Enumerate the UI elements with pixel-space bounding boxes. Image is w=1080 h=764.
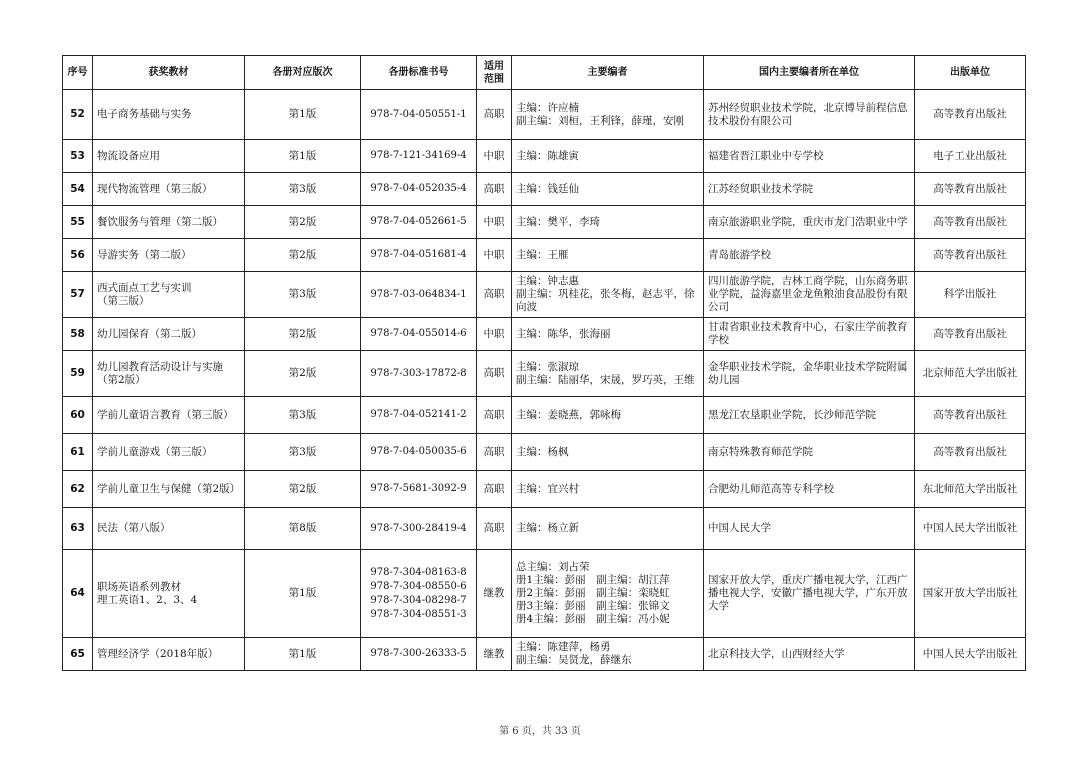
cell-org: 苏州经贸职业技术学院，北京博导前程信息技术股份有限公司 — [704, 90, 915, 140]
cell-publisher: 中国人民大学出版社 — [915, 638, 1026, 671]
cell-org: 南京特殊教育师范学院 — [704, 434, 915, 471]
cell-title: 管理经济学（2018年版） — [93, 638, 245, 671]
cell-scope: 高职 — [477, 434, 512, 471]
cell-publisher: 国家开放大学出版社 — [915, 550, 1026, 638]
cell-scope: 中职 — [477, 140, 512, 173]
cell-no: 54 — [63, 173, 93, 206]
header-scope: 适用 范围 — [477, 56, 512, 90]
cell-editors: 主编：陈华，张海丽 — [512, 318, 704, 351]
table-row — [63, 397, 1026, 434]
cell-org: 北京科技大学，山西财经大学 — [704, 638, 915, 671]
cell-editors: 主编：钟志惠 副主编：巩桂花，张冬梅，赵志平，徐向波 — [512, 272, 704, 318]
cell-edition: 第1版 — [245, 550, 361, 638]
cell-no: 61 — [63, 434, 93, 471]
cell-no: 65 — [63, 638, 93, 671]
cell-edition: 第3版 — [245, 173, 361, 206]
cell-edition: 第3版 — [245, 272, 361, 318]
header-edition: 各册对应版次 — [245, 56, 361, 90]
cell-org: 福建省晋江职业中专学校 — [704, 140, 915, 173]
cell-editors: 总主编：刘占荣 册1主编：彭丽 副主编：胡江萍 册2主编：彭丽 副主编：栾晓虹 册3主编：彭丽 副主编：张锦文 册4主编：彭丽 副主编：冯小妮 — [512, 550, 704, 638]
cell-no: 56 — [63, 239, 93, 272]
cell-publisher: 高等教育出版社 — [915, 318, 1026, 351]
cell-isbn: 978-7-300-28419-4 — [361, 508, 477, 550]
table-row — [63, 239, 1026, 272]
cell-edition: 第1版 — [245, 140, 361, 173]
cell-isbn: 978-7-04-051681-4 — [361, 239, 477, 272]
cell-editors: 主编：陈雄寅 — [512, 140, 704, 173]
cell-title: 学前儿童语言教育（第三版） — [93, 397, 245, 434]
cell-no: 55 — [63, 206, 93, 239]
cell-no: 62 — [63, 471, 93, 508]
cell-edition: 第2版 — [245, 206, 361, 239]
cell-scope: 高职 — [477, 471, 512, 508]
cell-publisher: 高等教育出版社 — [915, 90, 1026, 140]
cell-title: 现代物流管理（第三版） — [93, 173, 245, 206]
cell-title: 幼儿园保育（第二版） — [93, 318, 245, 351]
cell-no: 64 — [63, 550, 93, 638]
cell-publisher: 高等教育出版社 — [915, 397, 1026, 434]
table-row — [63, 434, 1026, 471]
cell-isbn: 978-7-5681-3092-9 — [361, 471, 477, 508]
cell-title: 餐饮服务与管理（第二版） — [93, 206, 245, 239]
table-row — [63, 90, 1026, 140]
cell-isbn: 978-7-03-064834-1 — [361, 272, 477, 318]
cell-publisher: 高等教育出版社 — [915, 173, 1026, 206]
table-row — [63, 173, 1026, 206]
cell-editors: 主编：王雁 — [512, 239, 704, 272]
cell-isbn: 978-7-04-052661-5 — [361, 206, 477, 239]
cell-org: 四川旅游学院，吉林工商学院，山东商务职业学院，益海嘉里金龙鱼粮油食品股份有限公司 — [704, 272, 915, 318]
table-row — [63, 351, 1026, 397]
cell-scope: 中职 — [477, 239, 512, 272]
header-isbn: 各册标准书号 — [361, 56, 477, 90]
cell-title: 物流设备应用 — [93, 140, 245, 173]
table-row — [63, 318, 1026, 351]
table-row — [63, 272, 1026, 318]
table-row — [63, 508, 1026, 550]
cell-scope: 高职 — [477, 351, 512, 397]
cell-publisher: 高等教育出版社 — [915, 434, 1026, 471]
cell-no: 53 — [63, 140, 93, 173]
cell-publisher: 电子工业出版社 — [915, 140, 1026, 173]
table-header-row — [63, 56, 1026, 90]
header-editors: 主要编者 — [512, 56, 704, 90]
cell-title: 职场英语系列教材 理工英语1、2、3、4 — [93, 550, 245, 638]
cell-publisher: 中国人民大学出版社 — [915, 508, 1026, 550]
cell-scope: 高职 — [477, 272, 512, 318]
cell-isbn: 978-7-304-08163-8 978-7-304-08550-6 978-7-304-08298-7 978-7-304-08551-3 — [361, 550, 477, 638]
cell-scope: 中职 — [477, 318, 512, 351]
cell-editors: 主编：杨立新 — [512, 508, 704, 550]
cell-editors: 主编：许应楠 副主编：刘桓，王利锋，薛瑾，安刚 — [512, 90, 704, 140]
table-row — [63, 550, 1026, 638]
cell-edition: 第2版 — [245, 239, 361, 272]
cell-no: 59 — [63, 351, 93, 397]
page-footer: 第 6 页，共 33 页 — [499, 726, 581, 737]
cell-isbn: 978-7-04-050035-6 — [361, 434, 477, 471]
cell-isbn: 978-7-121-34169-4 — [361, 140, 477, 173]
cell-org: 青岛旅游学校 — [704, 239, 915, 272]
cell-no: 57 — [63, 272, 93, 318]
cell-title: 学前儿童游戏（第三版） — [93, 434, 245, 471]
cell-org: 南京旅游职业学院，重庆市龙门浩职业中学 — [704, 206, 915, 239]
cell-no: 52 — [63, 90, 93, 140]
cell-title: 民法（第八版） — [93, 508, 245, 550]
cell-scope: 中职 — [477, 206, 512, 239]
award-textbook-table — [62, 55, 1026, 671]
cell-isbn: 978-7-04-052141-2 — [361, 397, 477, 434]
cell-title: 学前儿童卫生与保健（第2版） — [93, 471, 245, 508]
cell-isbn: 978-7-04-055014-6 — [361, 318, 477, 351]
cell-scope: 继教 — [477, 638, 512, 671]
cell-publisher: 科学出版社 — [915, 272, 1026, 318]
cell-editors: 主编：张淑琼 副主编：陆丽华，宋晟，罗巧英，王维 — [512, 351, 704, 397]
cell-editors: 主编：陈建萍，杨勇 副主编：吴贤龙，薛继东 — [512, 638, 704, 671]
table-row — [63, 471, 1026, 508]
header-no: 序号 — [63, 56, 93, 90]
cell-isbn: 978-7-04-050551-1 — [361, 90, 477, 140]
cell-scope: 高职 — [477, 397, 512, 434]
cell-isbn: 978-7-300-26333-5 — [361, 638, 477, 671]
cell-title: 导游实务（第二版） — [93, 239, 245, 272]
cell-edition: 第1版 — [245, 638, 361, 671]
cell-scope: 继教 — [477, 550, 512, 638]
cell-org: 黑龙江农垦职业学院，长沙师范学院 — [704, 397, 915, 434]
cell-publisher: 高等教育出版社 — [915, 239, 1026, 272]
cell-title: 西式面点工艺与实训 （第三版） — [93, 272, 245, 318]
header-publisher: 出版单位 — [915, 56, 1026, 90]
cell-isbn: 978-7-303-17872-8 — [361, 351, 477, 397]
cell-org: 江苏经贸职业技术学院 — [704, 173, 915, 206]
cell-edition: 第3版 — [245, 397, 361, 434]
cell-title: 电子商务基础与实务 — [93, 90, 245, 140]
cell-publisher: 高等教育出版社 — [915, 206, 1026, 239]
cell-publisher: 东北师范大学出版社 — [915, 471, 1026, 508]
cell-edition: 第3版 — [245, 434, 361, 471]
cell-no: 63 — [63, 508, 93, 550]
cell-org: 中国人民大学 — [704, 508, 915, 550]
cell-org: 甘肃省职业技术教育中心，石家庄学前教育学校 — [704, 318, 915, 351]
cell-org: 金华职业技术学院，金华职业技术学院附属幼儿园 — [704, 351, 915, 397]
table-row — [63, 140, 1026, 173]
cell-edition: 第1版 — [245, 90, 361, 140]
cell-editors: 主编：宜兴村 — [512, 471, 704, 508]
table-row — [63, 638, 1026, 671]
cell-edition: 第8版 — [245, 508, 361, 550]
cell-no: 60 — [63, 397, 93, 434]
cell-scope: 高职 — [477, 173, 512, 206]
header-org: 国内主要编者所在单位 — [704, 56, 915, 90]
cell-edition: 第2版 — [245, 471, 361, 508]
cell-publisher: 北京师范大学出版社 — [915, 351, 1026, 397]
cell-isbn: 978-7-04-052035-4 — [361, 173, 477, 206]
cell-editors: 主编：杨枫 — [512, 434, 704, 471]
cell-edition: 第2版 — [245, 318, 361, 351]
cell-no: 58 — [63, 318, 93, 351]
cell-editors: 主编：樊平，李琦 — [512, 206, 704, 239]
cell-editors: 主编：钱廷仙 — [512, 173, 704, 206]
cell-title: 幼儿园教育活动设计与实施 （第2版） — [93, 351, 245, 397]
cell-scope: 高职 — [477, 508, 512, 550]
cell-scope: 高职 — [477, 90, 512, 140]
table-row — [63, 206, 1026, 239]
cell-org: 合肥幼儿师范高等专科学校 — [704, 471, 915, 508]
header-title: 获奖教材 — [93, 56, 245, 90]
cell-edition: 第2版 — [245, 351, 361, 397]
cell-org: 国家开放大学，重庆广播电视大学，江西广播电视大学，安徽广播电视大学，广东开放大学 — [704, 550, 915, 638]
cell-editors: 主编：姜晓燕，郭咏梅 — [512, 397, 704, 434]
